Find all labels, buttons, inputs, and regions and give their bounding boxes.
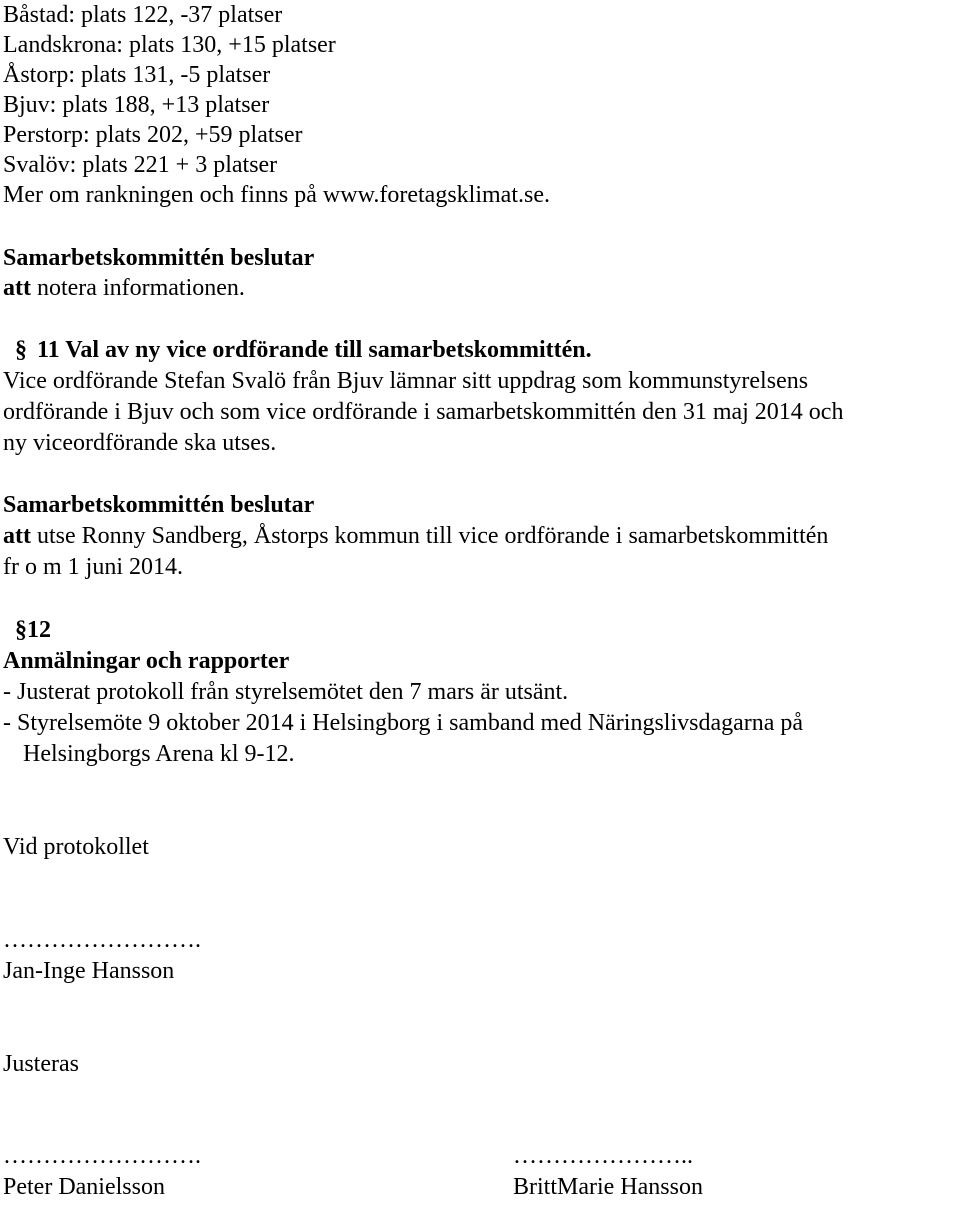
vid-protokollet-label: Vid protokollet (3, 834, 149, 860)
decision-heading: Samarbetskommittén beslutar (3, 492, 315, 518)
ranking-line-landskrona: Landskrona: plats 130, +15 platser (3, 32, 336, 58)
report-item: - Justerat protokoll från styrelsemötet den 7 mars är utsänt. (3, 679, 569, 705)
ranking-line-bjuv: Bjuv: plats 188, +13 platser (3, 92, 270, 118)
adjuster-name: BrittMarie Hansson (513, 1174, 703, 1200)
decision-text (3, 521, 828, 551)
section-mark: § (15, 617, 27, 643)
decision-body: utse Ronny Sandberg, Åstorps kommun till vice ordförande i samarbetskommittén (36, 523, 829, 549)
decision-heading: Samarbetskommittén beslutar (3, 245, 315, 271)
report-item-continuation: Helsingborgs Arena kl 9-12. (23, 741, 295, 767)
justeras-label: Justeras (3, 1051, 79, 1077)
section-12-num: 12 (27, 617, 51, 643)
signature-line: ………………….. (513, 1143, 693, 1169)
section-11-body-line: ny viceordförande ska utses. (3, 430, 277, 456)
ranking-line-perstorp: Perstorp: plats 202, +59 platser (3, 122, 303, 148)
section-11-title: 11 Val av ny vice ordförande till samarbetskommittén. (37, 337, 592, 363)
section-12-title: Anmälningar och rapporter (3, 648, 290, 674)
adjuster-name: Peter Danielsson (3, 1174, 165, 1200)
section-11-heading (15, 335, 592, 365)
att-keyword: att (3, 523, 31, 549)
decision-text: fr o m 1 juni 2014. (3, 554, 183, 580)
decision-text (3, 273, 245, 303)
section-11-body-line: ordförande i Bjuv och som vice ordförande i samarbetskommittén den 31 maj 2014 och (3, 399, 844, 425)
ranking-line-svalov: Svalöv: plats 221 + 3 platser (3, 152, 278, 178)
report-item: - Styrelsemöte 9 oktober 2014 i Helsingborg i samband med Näringslivsdagarna på (3, 710, 804, 736)
signature-line: ……………………. (3, 1143, 201, 1169)
decision-body: notera informationen. (36, 275, 245, 301)
att-keyword: att (3, 275, 31, 301)
ranking-line-bastad: Båstad: plats 122, -37 platser (3, 2, 283, 28)
section-12-number (15, 615, 51, 645)
ranking-more-info: Mer om rankningen och finns på www.foretagsklimat.se. (3, 182, 550, 208)
signature-line: ……………………. (3, 927, 201, 953)
secretary-name: Jan-Inge Hansson (3, 958, 175, 984)
ranking-line-astorp: Åstorp: plats 131, -5 platser (3, 62, 271, 88)
section-11-body-line: Vice ordförande Stefan Svalö från Bjuv lämnar sitt uppdrag som kommunstyrelsens (3, 368, 809, 394)
section-mark: § (15, 337, 27, 363)
